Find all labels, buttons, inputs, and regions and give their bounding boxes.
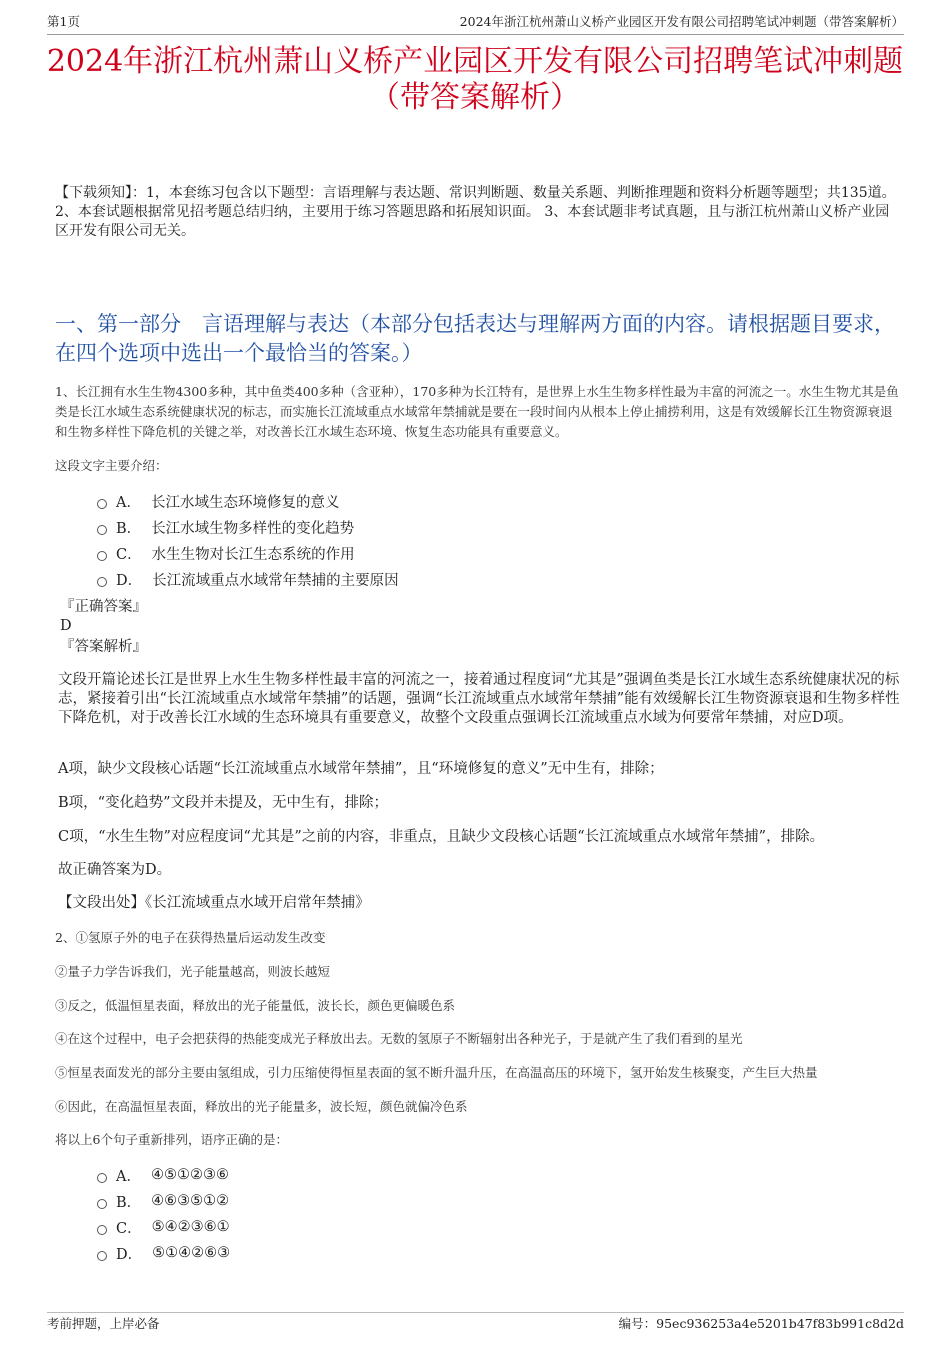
analysis-text: 文段开篇论述长江是世界上水生生物多样性最丰富的河流之一，接着通过程度词“尤其是”强调鱼类是长江水域生态系统健康状况的标志，紧接着引出“长江流域重点水域常年禁捕”的话题，强调“长江流域重点水域常年禁捕”能有效缓解长江生物资源衰退和生物多样性下降危机，对于改善长江水域的生态环境具有重要意义，故整个文段重点强调长江流域重点水域为何要常年禁捕，对应D项。 — [58, 672, 900, 726]
footer-serial: 编号：95ec936253a4e5201b47f83b991c8d2d — [618, 1316, 904, 1331]
q2-option-d[interactable] — [97, 1240, 900, 1266]
option-text: ④⑤①②③⑥ — [150, 1167, 229, 1183]
q2-sentence-1: 2、①氢原子外的电子在获得热量后运动发生改变 — [55, 930, 326, 945]
radio-icon[interactable] — [97, 1225, 107, 1235]
q1-option-c[interactable] — [97, 540, 900, 566]
q2-option-c[interactable] — [97, 1214, 900, 1240]
option-letter: A． — [116, 494, 141, 511]
analysis-a-note: A项，缺少文段核心话题“长江流域重点水域常年禁捕”，且“环境修复的意义”无中生有，排除； — [58, 761, 664, 777]
option-text: 水生生物对长江生态系统的作用 — [151, 546, 355, 563]
page-number: 第1页 — [47, 14, 80, 29]
page-footer — [47, 1312, 904, 1332]
q1-option-a[interactable] — [97, 488, 900, 514]
header-doc-title: 2024年浙江杭州萧山义桥产业园区开发有限公司招聘笔试冲刺题（带答案解析） — [459, 14, 904, 29]
q2-options — [97, 1162, 900, 1266]
option-text: 长江水域生物多样性的变化趋势 — [151, 520, 355, 537]
radio-icon[interactable] — [97, 1251, 107, 1261]
q1-options — [97, 488, 900, 592]
radio-icon[interactable] — [97, 525, 107, 535]
q1-option-b[interactable] — [97, 514, 900, 540]
section-title: 一、第一部分 言语理解与表达（本部分包括表达与理解两方面的内容。请根据题目要求，在四个选项中选出一个最恰当的答案。） — [55, 312, 895, 365]
analysis-conclusion: 故正确答案为D。 — [58, 862, 172, 878]
option-text: 长江流域重点水域常年禁捕的主要原因 — [152, 572, 399, 589]
q2-option-a[interactable] — [97, 1162, 900, 1188]
option-text: ④⑥③⑤①② — [151, 1193, 230, 1209]
q2-sentence-2: ②量子力学告诉我们，光子能量越高，则波长越短 — [55, 964, 331, 979]
option-letter: A． — [116, 1168, 141, 1185]
analysis-b-note: B项，“变化趋势”文段并未提及，无中生有，排除； — [58, 795, 388, 811]
radio-icon[interactable] — [97, 551, 107, 561]
option-letter: D． — [116, 1246, 143, 1263]
q1-option-d[interactable] — [97, 566, 900, 592]
document-title: 2024年浙江杭州萧山义桥产业园区开发有限公司招聘笔试冲刺题（带答案解析） — [46, 44, 904, 115]
option-text: ⑤①④②⑥③ — [152, 1245, 231, 1261]
q2-sentence-5: ⑤恒星表面发光的部分主要由氢组成，引力压缩使得恒星表面的氢不断升温升压，在高温高压的环境下，氢开始发生核聚变，产生巨大热量 — [55, 1065, 818, 1080]
option-letter: B． — [116, 520, 142, 537]
radio-icon[interactable] — [97, 577, 107, 587]
footer-slogan: 考前押题，上岸必备 — [47, 1316, 160, 1331]
radio-icon[interactable] — [97, 1199, 107, 1209]
analysis-c-note: C项，“水生生物”对应程度词“尤其是”之前的内容，非重点，且缺少文段核心话题“长江流域重点水域常年禁捕”，排除。 — [58, 829, 825, 845]
page-header — [47, 12, 904, 35]
passage-source: 【文段出处】《长江流域重点水域开启常年禁捕》 — [58, 895, 370, 911]
option-letter: C． — [116, 546, 142, 563]
option-text: 长江水域生态环境修复的意义 — [150, 494, 340, 511]
analysis-label: 『答案解析』 — [60, 639, 147, 655]
q2-sentence-6: ⑥因此，在高温恒星表面，释放出的光子能量多，波长短，颜色就偏冷色系 — [55, 1099, 468, 1114]
q2-prompt: 将以上6个句子重新排列，语序正确的是： — [55, 1132, 288, 1147]
q2-sentence-4: ④在这个过程中，电子会把获得的热能变成光子释放出去。无数的氢原子不断辐射出各种光子，于是就产生了我们看到的星光 — [55, 1031, 743, 1046]
download-notice: 【下载须知】：1，本套练习包含以下题型：言语理解与表达题、常识判断题、数量关系题、判断推理题和资料分析题等题型；共135道。 2、本套试题根据常见招考题总结归纳，主要用于练习答题思路和拓展知识面。 3、本套试题非考试真题，且与浙江杭州萧山义桥产业园区开发有限公司无关。 — [55, 185, 896, 239]
option-text: ⑤④②③⑥① — [151, 1219, 230, 1235]
answer-label: 『正确答案』 — [60, 599, 147, 615]
radio-icon[interactable] — [97, 499, 107, 509]
q1-prompt: 这段文字主要介绍： — [55, 458, 168, 473]
q1-stem: 1、长江拥有水生生物4300多种，其中鱼类400多种（含亚种），170多种为长江特有，是世界上水生生物多样性最为丰富的河流之一。水生生物尤其是鱼类是长江水域生态系统健康状况的标志，而实施长江流域重点水域常年禁捕就是要在一段时间内从根本上停止捕捞利用，这是有效缓解长江生物资源衰退和生物多样性下降危机的关键之举，对改善长江水域生态环境、恢复生态功能具有重要意义。 — [55, 384, 899, 439]
q2-option-b[interactable] — [97, 1188, 900, 1214]
option-letter: B． — [116, 1194, 142, 1211]
option-letter: C． — [116, 1220, 142, 1237]
radio-icon[interactable] — [97, 1173, 107, 1183]
option-letter: D． — [116, 572, 143, 589]
q2-sentence-3: ③反之，低温恒星表面，释放出的光子能量低，波长长，颜色更偏暖色系 — [55, 998, 456, 1013]
answer-value: D — [60, 618, 72, 634]
